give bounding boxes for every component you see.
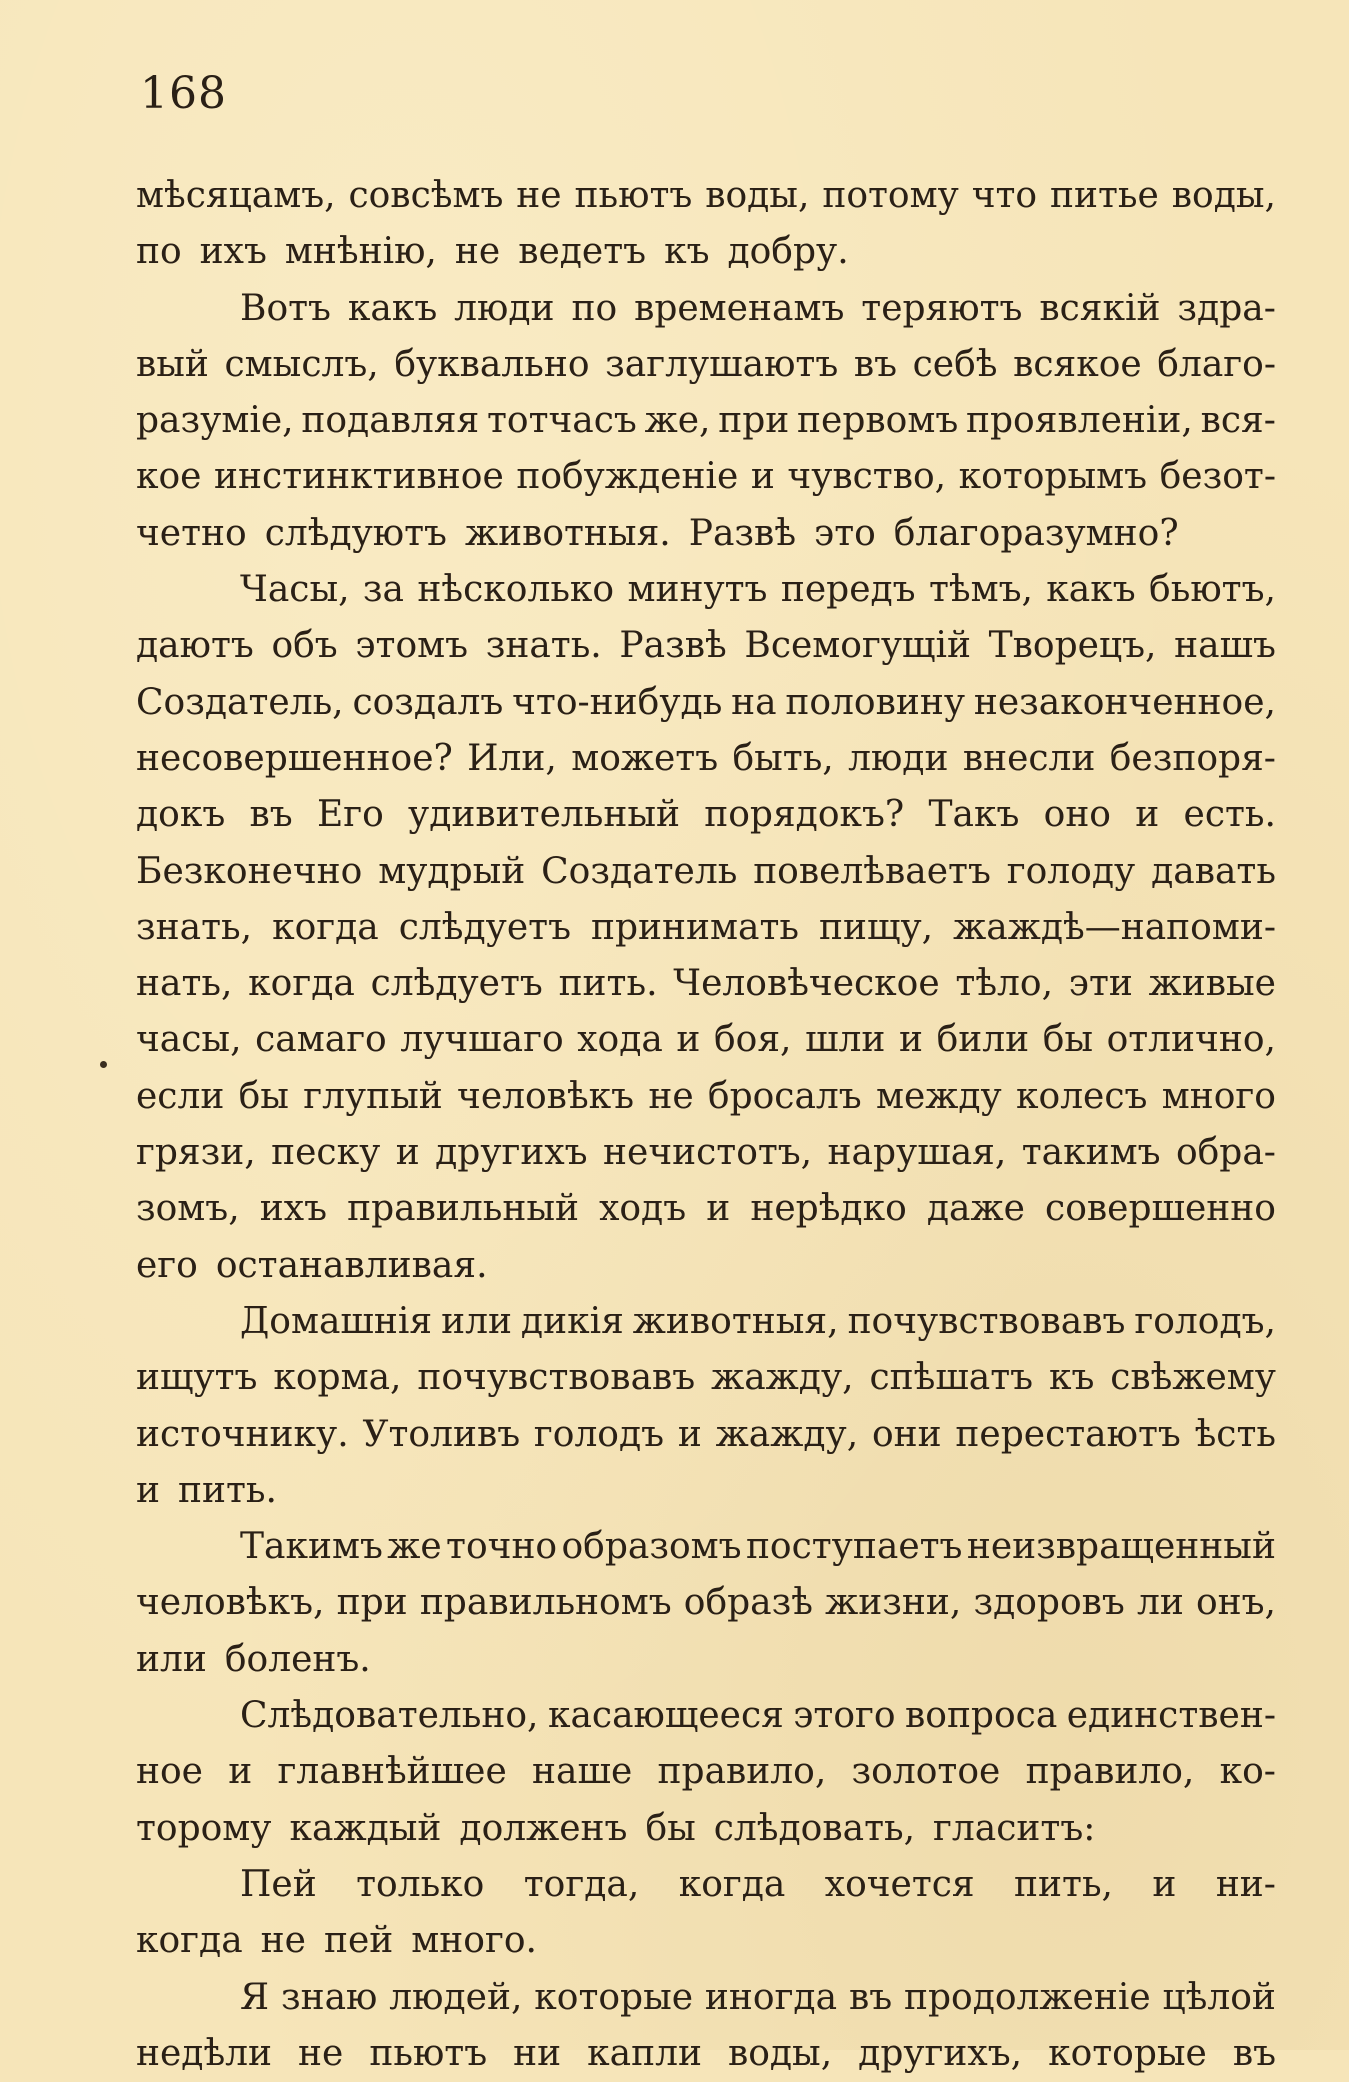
text-line xyxy=(136,1125,1276,1181)
word: теряютъ xyxy=(861,287,1023,329)
word: чувство, xyxy=(787,456,947,498)
word: обра- xyxy=(1175,1132,1276,1174)
word: потому xyxy=(822,175,959,216)
word: это xyxy=(814,512,876,554)
word: Развѣ xyxy=(619,625,727,667)
text-line xyxy=(136,1857,1276,1913)
word: къ xyxy=(1048,1357,1095,1399)
word: люди xyxy=(454,287,555,329)
word: и xyxy=(228,1751,253,1793)
word: поступаетъ xyxy=(745,1526,963,1568)
word: много xyxy=(1161,1075,1276,1117)
word: есть. xyxy=(1183,794,1276,836)
word: недѣли xyxy=(136,2032,273,2074)
word: этомъ xyxy=(355,625,469,667)
word: каждый xyxy=(289,1807,442,1849)
word: Его xyxy=(316,794,384,836)
text-line xyxy=(136,618,1276,674)
word: свѣжему xyxy=(1110,1357,1276,1399)
text-line xyxy=(136,1688,1276,1744)
word: хода xyxy=(577,1019,663,1061)
word: спѣшатъ xyxy=(869,1357,1034,1399)
word: ихъ xyxy=(259,1188,327,1230)
word: и xyxy=(395,1132,420,1174)
word: бросалъ xyxy=(707,1075,862,1117)
word: безот- xyxy=(1159,456,1276,498)
word: воды, xyxy=(705,175,810,216)
word: бы xyxy=(238,1075,289,1117)
word: порядокъ? xyxy=(704,794,905,836)
word: и xyxy=(899,1019,923,1061)
word: жажду, xyxy=(715,1413,859,1455)
word: какъ xyxy=(1046,569,1136,611)
word: себѣ xyxy=(912,343,998,385)
margin-mark xyxy=(100,1061,107,1068)
word: тогда, xyxy=(523,1863,640,1905)
word: ведетъ xyxy=(518,231,647,273)
word: лучшаго xyxy=(400,1019,564,1061)
word: ли xyxy=(1136,1582,1184,1624)
word: животныя. xyxy=(464,512,671,554)
word: ное xyxy=(136,1751,203,1793)
word: боя, xyxy=(713,1019,792,1061)
word: людей, xyxy=(389,1976,523,2018)
text-line xyxy=(136,1970,1276,2026)
word: продолженіе xyxy=(903,1976,1151,2018)
word: инстинктивное xyxy=(214,456,504,498)
word: создалъ xyxy=(352,681,504,723)
word: нѣсколько xyxy=(417,569,615,611)
word: пить. xyxy=(178,1469,277,1511)
word: ихъ xyxy=(199,231,267,273)
word: Утоливъ xyxy=(362,1413,521,1455)
word: на xyxy=(731,681,777,723)
word: воды, xyxy=(1171,175,1276,216)
word: подавляя xyxy=(301,400,480,442)
word: нарушая, xyxy=(827,1132,1007,1174)
word: Творецъ, xyxy=(988,625,1157,667)
word: даже xyxy=(926,1188,1025,1230)
word: песку xyxy=(271,1132,381,1174)
word: шли xyxy=(805,1019,886,1061)
word: слѣдовать, xyxy=(713,1807,916,1849)
word: гласитъ: xyxy=(933,1807,1096,1849)
word: правило, xyxy=(657,1751,827,1793)
word: благоразумно? xyxy=(893,512,1179,554)
word: Создатель, xyxy=(136,681,344,723)
word: четно xyxy=(136,512,247,554)
word: единствен- xyxy=(1066,1695,1276,1737)
word: смыслъ, xyxy=(224,343,379,385)
word: ищутъ xyxy=(136,1357,258,1399)
word: только xyxy=(356,1863,485,1905)
word: нашъ xyxy=(1174,625,1276,667)
word: иногда xyxy=(704,1976,838,2018)
word: били xyxy=(936,1019,1030,1061)
word: наше xyxy=(532,1751,633,1793)
word: не xyxy=(454,231,501,273)
word: Создатель xyxy=(541,850,738,892)
body-text xyxy=(136,168,1276,2082)
word: мѣсяцамъ, xyxy=(136,175,336,216)
word: знать, xyxy=(136,906,253,948)
word: ни xyxy=(513,2032,562,2074)
word: когда xyxy=(272,906,379,948)
word: человѣкъ, xyxy=(136,1582,325,1624)
text-line xyxy=(136,1350,1276,1406)
text-line xyxy=(136,449,1276,505)
word: бьютъ, xyxy=(1149,569,1276,611)
word: Слѣдовательно, xyxy=(240,1695,539,1737)
text-line xyxy=(136,1463,1276,1519)
text-line xyxy=(136,844,1276,900)
word: и xyxy=(750,456,775,498)
word: пьютъ xyxy=(369,2032,488,2074)
word: проявленіи, xyxy=(966,400,1193,442)
word: не xyxy=(260,1920,306,1962)
word: всякое xyxy=(1013,343,1142,385)
text-line xyxy=(136,1069,1276,1125)
word: мнѣнію, xyxy=(284,231,437,273)
word: живые xyxy=(1148,963,1276,1005)
word: даютъ xyxy=(136,625,254,667)
word: внесли xyxy=(962,737,1096,779)
word: къ xyxy=(664,231,710,273)
text-line xyxy=(136,1294,1276,1350)
word: ѣсть xyxy=(1194,1413,1276,1455)
word: когда xyxy=(136,1920,243,1962)
word: золотое xyxy=(851,1751,1001,1793)
text-line xyxy=(136,731,1276,787)
word: грязи, xyxy=(136,1132,256,1174)
word: не xyxy=(648,1075,694,1117)
word: тѣло, xyxy=(955,963,1054,1005)
word: временамъ xyxy=(634,287,845,329)
word: воды, xyxy=(727,2032,833,2074)
word: боленъ. xyxy=(224,1638,371,1680)
word: добру. xyxy=(727,231,849,273)
word: которые xyxy=(534,1976,694,2018)
word: быть, xyxy=(732,737,834,779)
word: что xyxy=(971,175,1038,216)
word: Такъ xyxy=(928,794,1020,836)
word: голоду xyxy=(1006,850,1136,892)
word: которые xyxy=(1048,2032,1207,2074)
word: Всемогущій xyxy=(744,625,971,667)
word: эти xyxy=(1068,963,1133,1005)
word: кое xyxy=(136,456,202,498)
word: по xyxy=(136,231,182,273)
word: безпоря- xyxy=(1109,737,1276,779)
word: Развѣ xyxy=(688,512,797,554)
word: при xyxy=(336,1582,408,1624)
word: нечистотъ, xyxy=(603,1132,813,1174)
word: и xyxy=(1135,794,1160,836)
word: оно xyxy=(1043,794,1111,836)
word: вый xyxy=(136,343,209,385)
text-line xyxy=(136,281,1276,337)
word: неизвращенный xyxy=(966,1526,1276,1568)
word: въ xyxy=(848,1976,893,2018)
word: источнику. xyxy=(136,1413,349,1455)
word: здоровъ xyxy=(973,1582,1125,1624)
text-line xyxy=(136,2026,1276,2082)
text-line xyxy=(136,168,1276,224)
word: вопроса xyxy=(905,1695,1058,1737)
word: повелѣваетъ xyxy=(753,850,991,892)
text-line xyxy=(136,1407,1276,1463)
word: правило, xyxy=(1025,1751,1195,1793)
word: дикія xyxy=(520,1300,624,1342)
word: точно xyxy=(446,1526,558,1568)
word: въ xyxy=(249,794,293,836)
text-line xyxy=(136,900,1276,956)
word: голодъ xyxy=(533,1413,665,1455)
word: тотчасъ xyxy=(486,400,637,442)
word: Часы, xyxy=(240,569,350,611)
text-line xyxy=(136,1632,1276,1688)
word: благо- xyxy=(1157,343,1276,385)
word: жаждѣ—напоми- xyxy=(953,906,1276,948)
word: Человѣческое xyxy=(673,963,940,1005)
word: бы xyxy=(1042,1019,1094,1061)
word: въ xyxy=(853,343,898,385)
word: ходъ xyxy=(599,1188,687,1230)
text-line xyxy=(136,1575,1276,1631)
word: незаконченное, xyxy=(973,681,1276,723)
word: докъ xyxy=(136,794,226,836)
word: другихъ, xyxy=(858,2032,1023,2074)
word: Безконечно xyxy=(136,850,363,892)
word: и xyxy=(136,1469,160,1511)
text-line xyxy=(136,1181,1276,1237)
word: тѣмъ, xyxy=(928,569,1033,611)
text-line xyxy=(136,1519,1276,1575)
word: несовершенное? xyxy=(136,737,453,779)
text-line xyxy=(136,1801,1276,1857)
word: за xyxy=(362,569,405,611)
word: глупый xyxy=(303,1075,443,1117)
word: самаго xyxy=(255,1019,387,1061)
word: Такимъ xyxy=(240,1526,383,1568)
word: слѣдуетъ xyxy=(398,906,571,948)
word: много. xyxy=(411,1920,537,1962)
word: его xyxy=(136,1244,198,1286)
word: останавливая. xyxy=(215,1244,488,1286)
word: долженъ xyxy=(459,1807,628,1849)
word: можетъ xyxy=(571,737,719,779)
word: почувствовавъ xyxy=(417,1357,696,1399)
text-line xyxy=(136,393,1276,449)
text-line xyxy=(136,1012,1276,1068)
text-line xyxy=(136,224,1276,280)
word: голодъ, xyxy=(1134,1300,1276,1342)
word: не xyxy=(298,2032,344,2074)
text-line xyxy=(136,787,1276,843)
word: буквально xyxy=(394,343,590,385)
word: цѣлой xyxy=(1162,1976,1276,2018)
word: торому xyxy=(136,1807,272,1849)
word: Вотъ xyxy=(240,287,331,329)
word: пищу, xyxy=(819,906,934,948)
word: давать xyxy=(1151,850,1276,892)
text-line xyxy=(136,1238,1276,1294)
word: пить. xyxy=(558,963,658,1005)
word: удивительный xyxy=(408,794,680,836)
word: знать. xyxy=(485,625,602,667)
word: правильный xyxy=(347,1188,579,1230)
text-line xyxy=(136,1744,1276,1800)
word: въ xyxy=(1232,2032,1276,2074)
word: какъ xyxy=(347,287,438,329)
word: здра- xyxy=(1177,287,1276,329)
word: образѣ xyxy=(683,1582,813,1624)
word: если xyxy=(136,1075,225,1117)
word: и xyxy=(1152,1863,1177,1905)
page-number: 168 xyxy=(140,68,227,119)
text-line xyxy=(136,675,1276,731)
word: совсѣмъ xyxy=(348,175,504,216)
word: такимъ xyxy=(1021,1132,1161,1174)
word: зомъ, xyxy=(136,1188,240,1230)
word: по xyxy=(571,287,618,329)
word: или xyxy=(136,1638,207,1680)
word: не xyxy=(516,175,562,216)
word: жизни, xyxy=(825,1582,962,1624)
word: или xyxy=(441,1300,512,1342)
word: которымъ xyxy=(958,456,1148,498)
word: бы xyxy=(645,1807,696,1849)
word: пьютъ xyxy=(574,175,693,216)
word: колесъ xyxy=(1016,1075,1148,1117)
word: жажду, xyxy=(711,1357,854,1399)
word: ко- xyxy=(1219,1751,1276,1793)
word: животныя, xyxy=(632,1300,839,1342)
word: другихъ xyxy=(435,1132,588,1174)
word: Пей xyxy=(240,1863,317,1905)
word: слѣдуетъ xyxy=(370,963,543,1005)
word: почувствовавъ xyxy=(847,1300,1126,1342)
word: побужденіе xyxy=(516,456,739,498)
word: передъ xyxy=(780,569,916,611)
word: вся- xyxy=(1200,400,1276,442)
word: пей xyxy=(323,1920,394,1962)
word: человѣкъ xyxy=(457,1075,635,1117)
word: и xyxy=(706,1188,731,1230)
text-line xyxy=(136,956,1276,1012)
word: Домашнія xyxy=(240,1300,433,1342)
word: слѣдуютъ xyxy=(264,512,447,554)
word: совершенно xyxy=(1045,1188,1276,1230)
word: капли xyxy=(587,2032,702,2074)
word: и xyxy=(676,1019,701,1061)
word: онъ, xyxy=(1195,1582,1276,1624)
word: первомъ xyxy=(797,400,959,442)
word: часы, xyxy=(136,1019,242,1061)
word: когда xyxy=(678,1863,786,1905)
word: нерѣдко xyxy=(750,1188,907,1230)
word: Или, xyxy=(467,737,557,779)
word: перестаютъ xyxy=(955,1413,1181,1455)
word: при xyxy=(718,400,790,442)
word: что-нибудь xyxy=(512,681,723,723)
word: объ xyxy=(271,625,338,667)
word: касающееся xyxy=(547,1695,784,1737)
word: половину xyxy=(785,681,966,723)
word: они xyxy=(871,1413,942,1455)
word: нать, xyxy=(136,963,233,1005)
word: питье xyxy=(1050,175,1159,216)
word: минутъ xyxy=(627,569,768,611)
word: правильномъ xyxy=(419,1582,672,1624)
word: хочется xyxy=(824,1863,975,1905)
word: и xyxy=(677,1413,702,1455)
word: же xyxy=(387,1526,442,1568)
word: отлично, xyxy=(1106,1019,1276,1061)
text-line xyxy=(136,1913,1276,1969)
word: этого xyxy=(793,1695,896,1737)
word: главнѣйшее xyxy=(277,1751,507,1793)
word: принимать xyxy=(591,906,800,948)
text-line xyxy=(136,337,1276,393)
text-line xyxy=(136,506,1276,562)
word: знаю xyxy=(280,1976,378,2018)
word: всякій xyxy=(1039,287,1161,329)
word: пить, xyxy=(1014,1863,1113,1905)
word: разуміе, xyxy=(136,400,294,442)
word: же, xyxy=(644,400,711,442)
word: корма, xyxy=(273,1357,402,1399)
word: Я xyxy=(240,1976,270,2018)
word: люди xyxy=(848,737,949,779)
word: заглушаютъ xyxy=(605,343,839,385)
word: когда xyxy=(248,963,355,1005)
text-line xyxy=(136,562,1276,618)
word: ни- xyxy=(1215,1863,1276,1905)
word: мудрый xyxy=(378,850,526,892)
word: образомъ xyxy=(561,1526,742,1568)
word: между xyxy=(875,1075,1002,1117)
